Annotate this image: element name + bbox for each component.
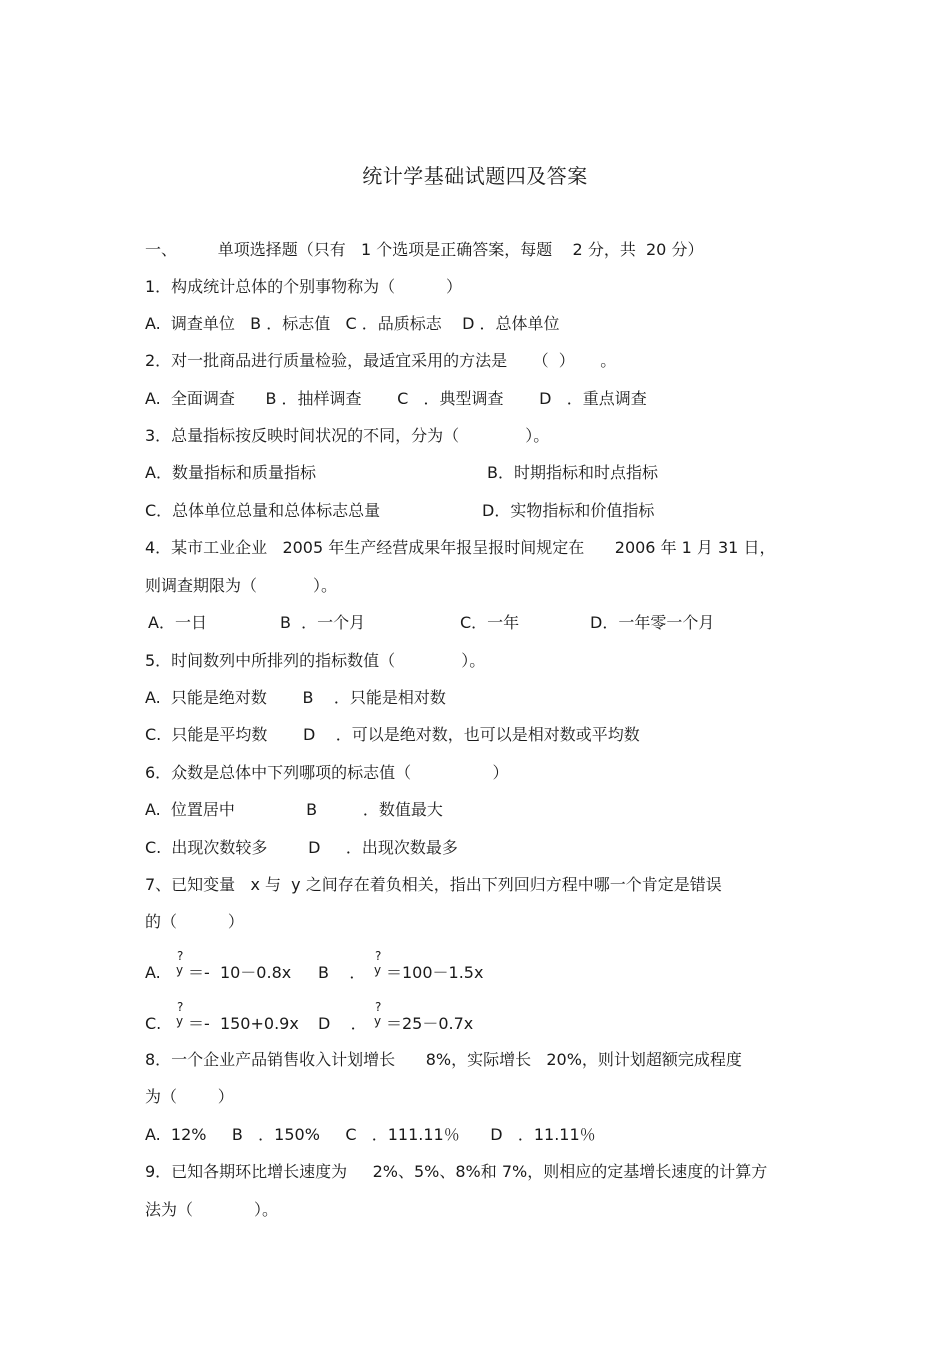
question-9-line-2: 法为（ ）。 <box>145 1200 279 1219</box>
question-3: 3．总量指标按反映时间状况的不同，分为（ ）。 <box>145 426 550 445</box>
hat-mark: ? <box>177 949 184 963</box>
question-9-line-1: 9．已知各期环比增长速度为 2%、5%、8%和 7%，则相应的定基增长速度的计算方 <box>145 1162 768 1181</box>
question-5-options-ab: A. 只能是绝对数 B ．只能是相对数 <box>145 688 446 707</box>
question-7-option-b-equation: ＝100－1.5x <box>386 963 484 982</box>
question-3-option-c: C．总体单位总量和总体标志总量 <box>145 501 381 520</box>
question-4-option-c: C．一年 <box>460 613 520 632</box>
question-1: 1．构成统计总体的个别事物称为（ ） <box>145 277 463 296</box>
question-7-option-c-label: C. <box>145 1014 162 1033</box>
hat-mark: ? <box>375 949 382 963</box>
question-6-options-cd: C. 出现次数较多 D ．出现次数最多 <box>145 838 458 857</box>
question-3-option-d: D．实物指标和价值指标 <box>482 501 655 520</box>
hat-mark: ? <box>375 1000 382 1014</box>
question-2-options: A. 全面调查 B ．抽样调查 C ．典型调查 D ．重点调查 <box>145 389 647 408</box>
question-8-line-1: 8．一个企业产品销售收入计划增长 8%，实际增长 20%，则计划超额完成程度 <box>145 1050 742 1069</box>
question-4-line-2: 则调查期限为（ ）。 <box>145 576 337 595</box>
y-hat-variable: y <box>176 1014 184 1028</box>
question-6: 6．众数是总体中下列哪项的标志值（ ） <box>145 763 509 782</box>
question-7-line-2: 的（ ） <box>145 912 244 931</box>
hat-mark: ? <box>177 1000 184 1014</box>
question-4-line-1: 4．某市工业企业 2005 年生产经营成果年报呈报时间规定在 2006 年 1 月 31 日， <box>145 538 776 557</box>
question-7-option-d-equation: ＝25－0.7x <box>386 1014 474 1033</box>
y-hat-variable: y <box>374 963 382 977</box>
question-7-option-a-equation: ＝- 10－0.8x <box>188 963 292 982</box>
question-7-line-1: 7、已知变量 x 与 y 之间存在着负相关，指出下列回归方程中哪一个肯定是错误 <box>145 875 722 894</box>
page-title: 统计学基础试题四及答案 <box>362 164 588 188</box>
question-2: 2．对一批商品进行质量检验，最适宜采用的方法是 （ ） 。 <box>145 351 617 370</box>
question-6-options-ab: A. 位置居中 B ．数值最大 <box>145 800 443 819</box>
question-8-options: A. 12% B ．150% C ．111.11％ D ．11.11％ <box>145 1125 596 1144</box>
y-hat-variable: y <box>176 963 184 977</box>
question-7-option-b-label: B ． <box>318 963 366 982</box>
question-3-option-b: B．时期指标和时点指标 <box>487 463 658 482</box>
question-4-option-b: B ．一个月 <box>280 613 366 632</box>
question-5-options-cd: C. 只能是平均数 D ．可以是绝对数，也可以是相对数或平均数 <box>145 725 640 744</box>
question-7-option-a-label: A. <box>145 963 161 982</box>
question-3-option-a: A．数量指标和质量指标 <box>145 463 316 482</box>
question-5: 5．时间数列中所排列的指标数值（ ）。 <box>145 651 486 670</box>
section-heading: 一、 单项选择题（只有 1 个选项是正确答案，每题 2 分，共 20 分） <box>145 240 704 259</box>
question-8-line-2: 为（ ） <box>145 1087 234 1106</box>
y-hat-variable: y <box>374 1014 382 1028</box>
question-7-option-d-label: D ． <box>318 1014 367 1033</box>
question-4-option-d: D．一年零一个月 <box>590 613 715 632</box>
question-7-option-c-equation: ＝- 150+0.9x <box>188 1014 299 1033</box>
question-1-options: A. 调查单位 B ．标志值 C ．品质标志 D ．总体单位 <box>145 314 560 333</box>
question-4-option-a: A．一日 <box>148 613 207 632</box>
